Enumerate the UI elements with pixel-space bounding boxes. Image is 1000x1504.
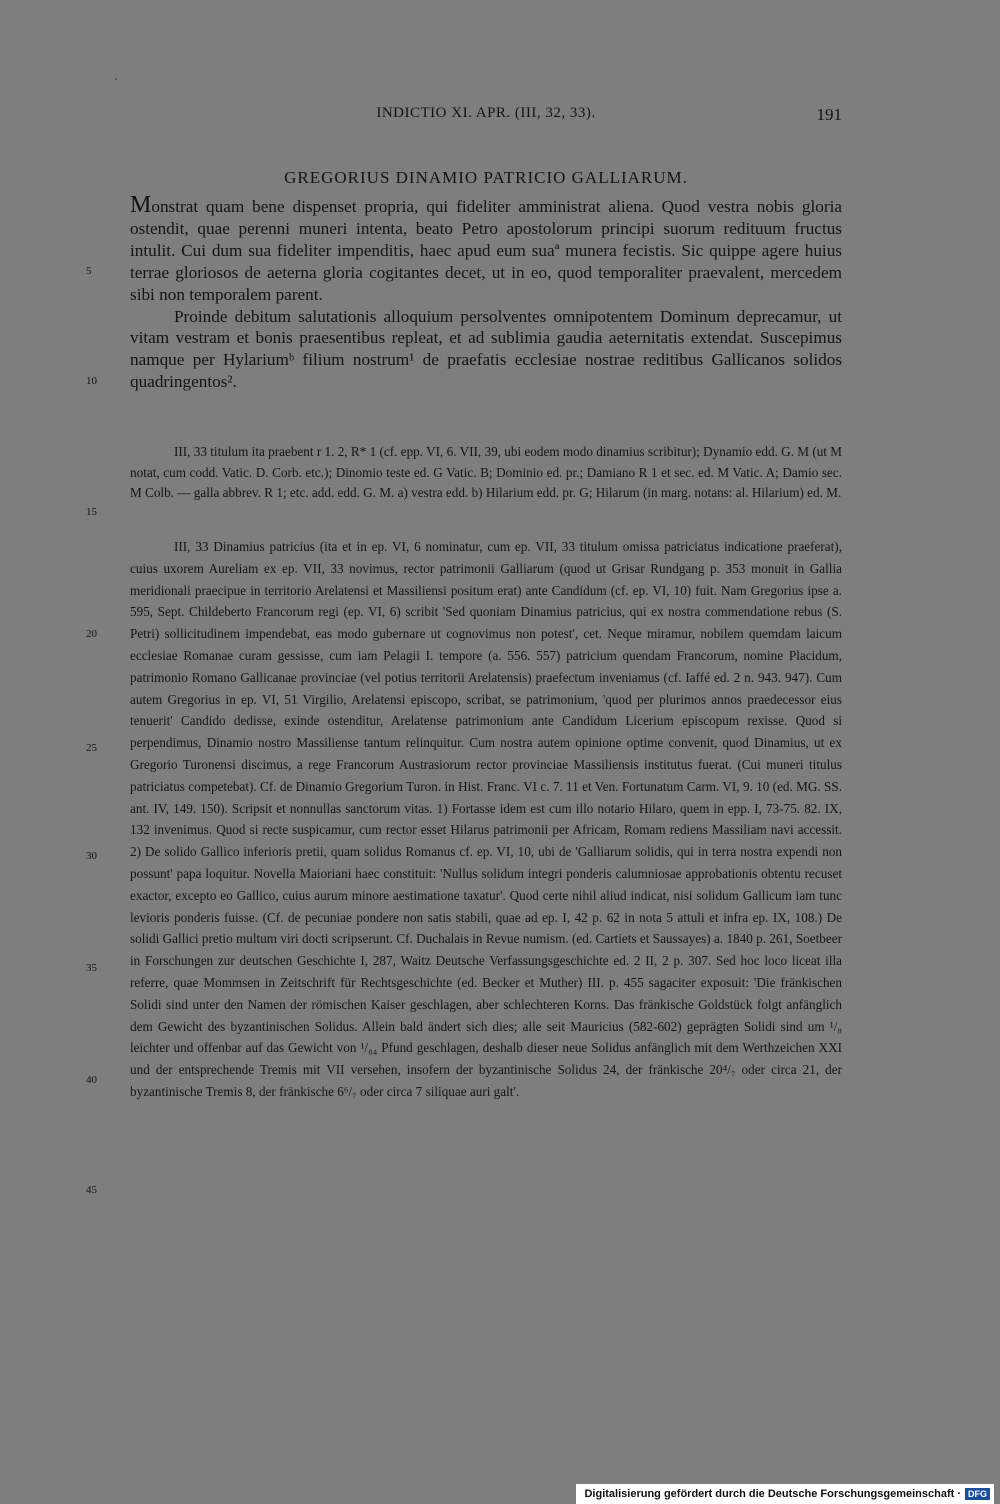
- dfg-logo: DFG: [965, 1488, 990, 1500]
- letter-paragraph-1: [130, 192, 842, 306]
- line-number: 20: [86, 628, 97, 640]
- scan-speck: [115, 78, 117, 80]
- letter-paragraph-1-text: onstrat quam bene dispenset propria, qui fideliter amministrat aliena. Quod vestra nobis gloria ostendit, quae perenni muneri intenta, beato Petro apostolorum principi suorum redituum fructus intulit. Cui dum sua fideliter impenditis, haec apud eum suaª munera fecistis. Sic quippe agere huius terrae gloriosos de aeterna gloria cogitantes decet, ut in eo, quod temporaliter praevalent, mercedem sibi non temporalem parent.: [130, 197, 842, 304]
- notes-text: III, 33 Dinamius patricius (ita et in ep. VI, 6 nominatur, cum ep. VII, 33 titulum omissa patriciatus indicatione praeferat), cuius uxorem Aureliam ex ep. VII, 33 novimus, rector patrimonii Galliarum (quod ut Grisar Rundgang p. 353 monuit in Gallia meridionali praecipue in territorio Arelatensi et Massiliensi positum erat) ante Candidum (cf. ep. VI, 10) fuit. Nam Gregorius ipse a. 595, Sept. Childeberto Francorum regi (ep. VI, 6) scribit 'Sed quoniam Dinamius patricius, qui ex nostra commendatione rebus (S. Petri) sollicitudinem impendebat, eas modo gubernare ut cognovimus non potest', cet. Neque miramur, nobilem quemdam laicum ecclesiae Romanae curam gessisse, cum iam Pelagii I. tempore (a. 556. 557) patricium quendam Francorum, nomine Placidum, patrimonio Romano Gallicanae provinciae (vel potius territorii Arelatensis) praefectum inveniamus (cf. Iaffé ed. 2 n. 943. 947). Cum autem Gregorius in ep. VI, 51 Virgilio, Arelatensi episcopo, scribat, se patrimonium, 'quod per plurimos annos praedecessor eius tenuerit' Candido dedisse, exinde ostenditur, Arelatense patrimonium ante Candidum Licerium episcopum rexisse. Quod si perpendimus, Dinamio nostro Massiliense tantum relinquitur. Cum nostra autem opinione optime convenit, quod Dinamius, ut ex Gregorio Turonensi discimus, a rege Francorum Austrasiorum rector provinciae Massiliensis institutus fuerat. (Cui muneri titulus patriciatus competebat). Cf. de Dinamio Gregorium Turon. in Hist. Franc. VI c. 7. 11 et Ven. Fortunatum Carm. VI, 9. 10 (ed. MG. SS. ant. IV, 149. 150). Scripsit et nonnullas sanctorum vitas. 1) Fortasse idem est cum illo notario Hilaro, quem in epp. I, 73-75. 82. IX, 132 invenimus. Quod si recte suspicamur, cum rector esset Hilarus patrimonii per Africam, Romam rediens Massiliam navi accessit. 2) De solido Gallico inferioris pretii, quam solidus Romanus cf. ep. VI, 10, ubi de 'Galliarum solidis, qui in terra nostra expendi non possunt' papa loquitur. Novella Maioriani haec constituit: 'Nullus solidum integri ponderis calumniosae approbationis obtentu recuset exactor, excepto eo Gallico, cuius aurum minore aestimatione taxatur'. Quod certe nihil aliud indicat, nisi solidum Gallicum iam tunc levioris ponderis fuisse. (Cf. de pecuniae pondere non satis stabili, quae ad ep. I, 42 p. 62 in nota 5 attuli et infra ep. IX, 108.) De solidi Gallici pretio multum viri docti scripserunt. Cf. Duchalais in Revue numism. (ed. Cartiets et Saussayes) a. 1840 p. 261, Soetbeer in Forschungen zur deutschen Geschichte I, 287, Waitz Deutsche Verfassungsgeschichte ed. 2 II, 2 p. 307. Sed hoc loco liceat illa referre, quae Mommsen in Zeitschrift für Rechtsgeschichte (ed. Becker et Muther) III. p. 455 sagaciter exposuit: 'Die fränkischen Solidi sind unter den Namen der römischen Kaiser geschlagen, aber schlechteren Korns. Das fränkische Goldstück folgt anfänglich dem Gewicht des byzantinischen Solidus. Allein bald ändert sich dies; alle seit Mauricius (582-602) geprägten Solidi sind um ¹/₈ leichter und offenbar auf das Gewicht von ¹/₈₄ Pfund geschlagen, deshalb dieser neue Solidus anfänglich mit dem Werthzeichen XXI und der entsprechende Tremis mit VII versehen, insofern der byzantinische Solidus 24, der fränkische 20⁴/₇ oder circa 21, der byzantinische Tremis 8, der fränkische 6⁶/₇ oder circa 7 siliquae auri galt'.: [130, 539, 842, 1099]
- line-number: 30: [86, 850, 97, 862]
- line-number: 40: [86, 1074, 97, 1086]
- line-number: 15: [86, 506, 97, 518]
- running-header: [130, 105, 842, 129]
- line-number: 35: [86, 962, 97, 974]
- funding-credit: [576, 1484, 994, 1504]
- critical-apparatus: [130, 442, 842, 504]
- line-number: 5: [86, 265, 92, 277]
- initial-letter: M: [130, 192, 152, 218]
- running-title: INDICTIO XI. APR. (III, 32, 33).: [376, 105, 596, 121]
- letter-paragraph-2: Proinde debitum salutationis alloquium persolventes omnipotentem Dominum deprecamur, ut vitam vestram et bonis praesentibus repleat, et ad sublimia gaudia aeternitatis extendat. Suscepimus namque per Hylariumᵇ filium nostrum¹ de praefatis ecclesiae nostrae reditibus Gallicanos solidos quadringentos².: [130, 306, 842, 392]
- historical-notes: [130, 536, 842, 1103]
- page-number: 191: [816, 105, 842, 124]
- line-number: 25: [86, 742, 97, 754]
- line-number: 45: [86, 1184, 97, 1196]
- credit-text: Digitalisierung gefördert durch die Deutsche Forschungsgemeinschaft ·: [584, 1488, 961, 1500]
- line-number: 10: [86, 375, 97, 387]
- letter-body: [130, 192, 842, 393]
- letter-title: GREGORIUS DINAMIO PATRICIO GALLIARUM.: [284, 168, 688, 187]
- apparatus-text: III, 33 titulum ita praebent r 1. 2, R* 1 (cf. epp. VI, 6. VII, 39, ubi eodem modo dinamius scribitur); Dynamio edd. G. M (ut M notat, cum codd. Vatic. D. Corb. etc.); Dinomio teste ed. G Vatic. B; Dominio ed. pr.; Damiano R 1 et sec. ed. M Vatic. A; Damio sec. M Colb. — galla abbrev. R 1; etc. add. edd. G. M. a) vestra edd. b) Hilarium edd. pr. G; Hilarum (in marg. notans: al. Hilarium) ed. M.: [130, 444, 842, 501]
